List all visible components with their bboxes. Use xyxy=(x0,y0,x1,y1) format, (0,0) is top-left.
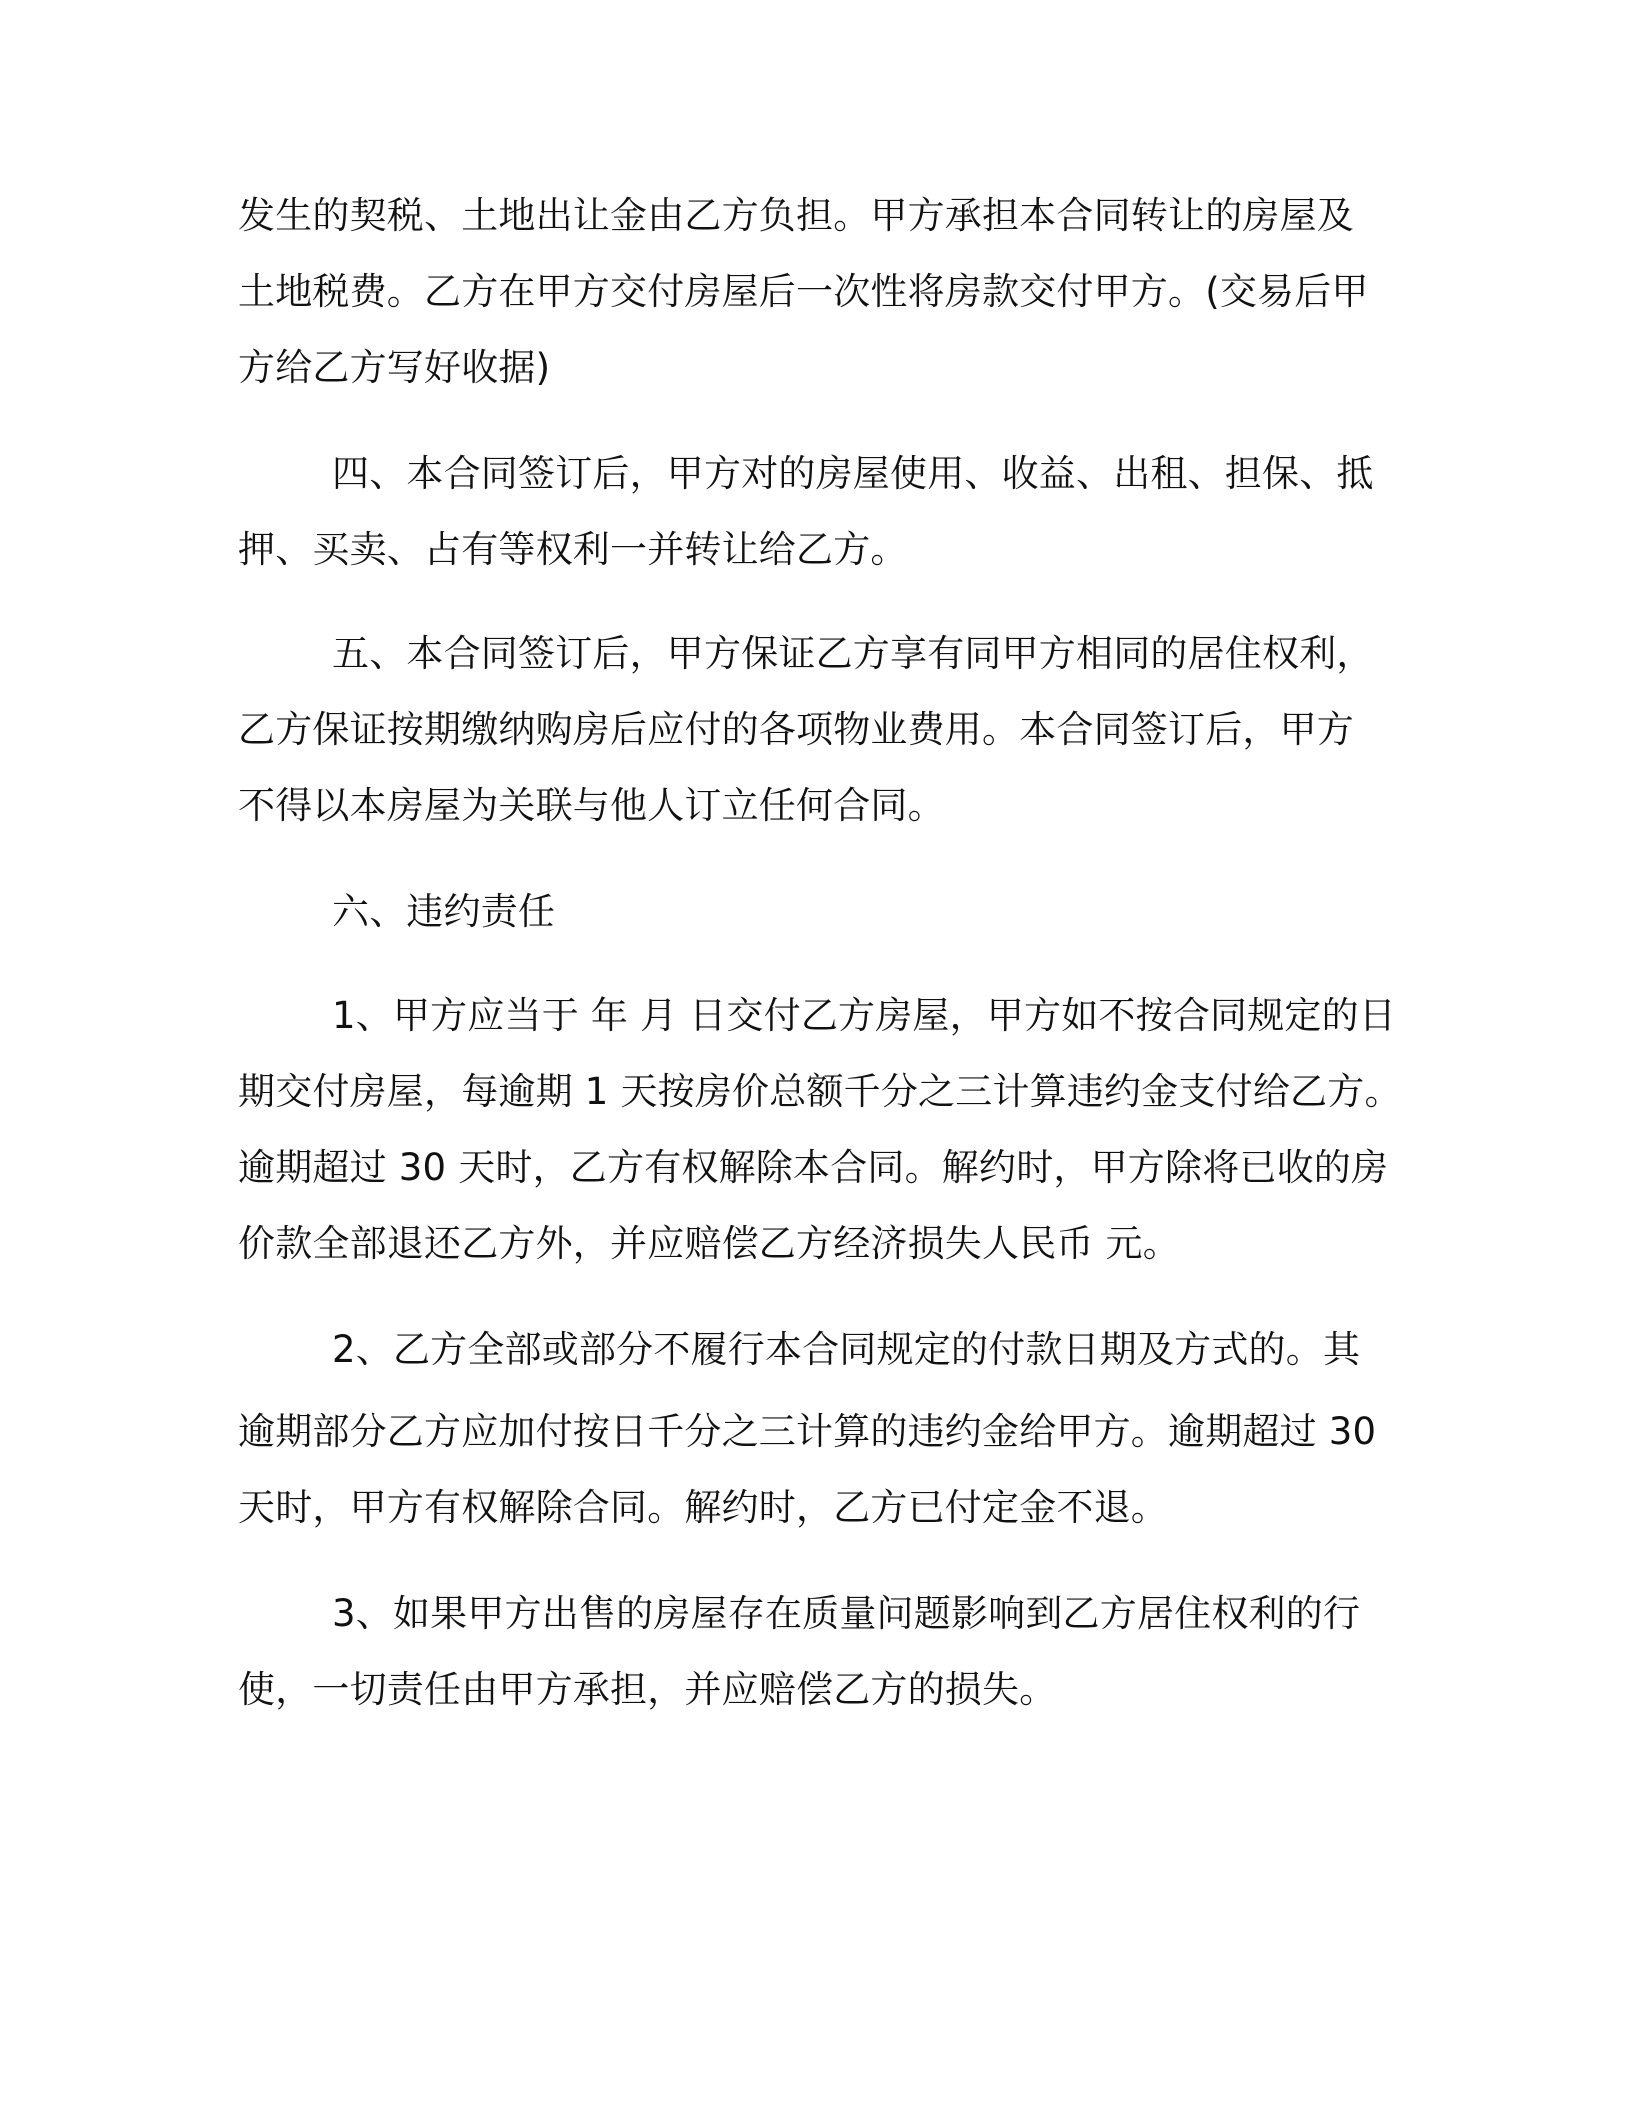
text-line: 方给乙方写好收据) xyxy=(238,346,551,389)
text-line: 发生的契税、土地出让金由乙方负担。甲方承担本合同转让的房屋及 xyxy=(238,194,1354,237)
text-line: 土地税费。乙方在甲方交付房屋后一次性将房款交付甲方。(交易后甲 xyxy=(238,270,1369,313)
text-line: 不得以本房屋为关联与他人订立任何合同。 xyxy=(238,784,945,827)
section-heading: 六、违约责任 xyxy=(332,890,556,933)
text-line: 天时，甲方有权解除合同。解约时，乙方已付定金不退。 xyxy=(238,1486,1168,1529)
text-line: 3、如果甲方出售的房屋存在质量问题影响到乙方居住权利的行 xyxy=(332,1592,1361,1635)
text-line: 期交付房屋，每逾期 1 天按房价总额千分之三计算违约金支付给乙方。 xyxy=(238,1070,1402,1113)
text-line: 押、买卖、占有等权利一并转让给乙方。 xyxy=(238,528,908,571)
text-line: 价款全部退还乙方外，并应赔偿乙方经济损失人民币 元。 xyxy=(238,1222,1180,1265)
text-line: 乙方保证按期缴纳购房后应付的各项物业费用。本合同签订后，甲方 xyxy=(238,708,1354,751)
text-line: 使，一切责任由甲方承担，并应赔偿乙方的损失。 xyxy=(238,1668,1057,1711)
text-line: 1、甲方应当于 年 月 日交付乙方房屋，甲方如不按合同规定的日 xyxy=(332,994,1397,1037)
text-line: 2、乙方全部或部分不履行本合同规定的付款日期及方式的。其 xyxy=(332,1328,1361,1371)
text-line: 逾期超过 30 天时，乙方有权解除本合同。解约时，甲方除将已收的房 xyxy=(238,1146,1389,1189)
text-line: 五、本合同签订后，甲方保证乙方享有同甲方相同的居住权利， xyxy=(332,632,1374,675)
text-line: 四、本合同签订后，甲方对的房屋使用、收益、出租、担保、抵 xyxy=(332,452,1374,495)
text-line: 逾期部分乙方应加付按日千分之三计算的违约金给甲方。逾期超过 30 xyxy=(238,1410,1377,1453)
